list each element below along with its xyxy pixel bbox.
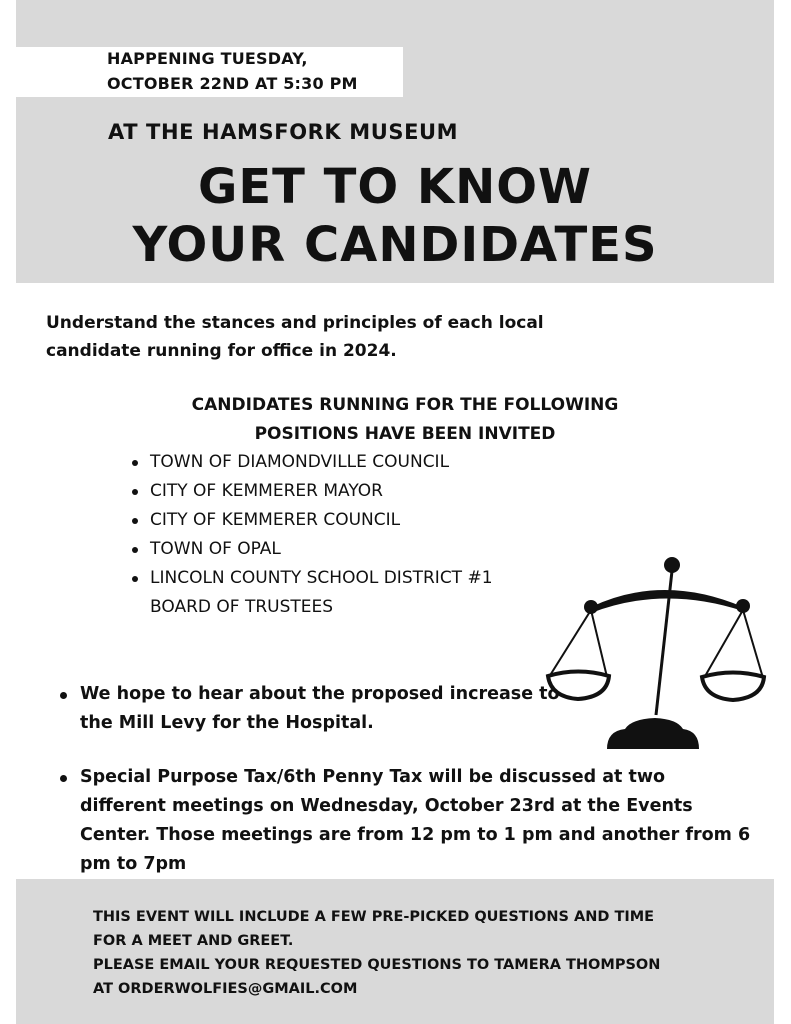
- event-date-line-2: OCTOBER 22ND AT 5:30 PM: [107, 74, 358, 93]
- list-item: [128, 564, 588, 593]
- intro-paragraph: [46, 309, 586, 365]
- notes-list: [56, 680, 756, 879]
- mill-levy-note: We hope to hear about the proposed increase to the Mill Levy for the Hospital.: [80, 684, 560, 733]
- bullet-icon: [60, 775, 67, 782]
- position-label: LINCOLN COUNTY SCHOOL DISTRICT #1: [150, 568, 493, 588]
- bullet-icon: [132, 489, 138, 495]
- bullet-icon: [132, 547, 138, 553]
- page-title-line-1: GET TO KNOW: [197, 159, 592, 215]
- intro-line-1: Understand the stances and principles of each local: [46, 313, 544, 333]
- event-venue: AT THE HAMSFORK MUSEUM: [108, 120, 459, 144]
- bullet-icon: [60, 692, 67, 699]
- list-item: [56, 680, 570, 738]
- positions-heading: [140, 391, 670, 449]
- position-label: TOWN OF DIAMONDVILLE COUNCIL: [150, 452, 450, 472]
- list-item: [128, 477, 588, 506]
- position-label: CITY OF KEMMERER MAYOR: [150, 481, 383, 501]
- footer-line-2: FOR A MEET AND GREET.: [93, 933, 294, 949]
- event-date-line-1: HAPPENING TUESDAY,: [107, 49, 308, 68]
- positions-heading-line-2: POSITIONS HAVE BEEN INVITED: [254, 424, 556, 444]
- footer-line-4: AT ORDERWOLFIES@GMAIL.COM: [93, 981, 358, 997]
- positions-heading-line-1: CANDIDATES RUNNING FOR THE FOLLOWING: [191, 395, 619, 415]
- list-item: [56, 763, 756, 879]
- event-date: [107, 46, 407, 96]
- bullet-icon: [132, 518, 138, 524]
- positions-list: [128, 448, 588, 622]
- list-item: [128, 448, 588, 477]
- list-item: [128, 506, 588, 535]
- page-title: [16, 158, 774, 274]
- footer-line-1: THIS EVENT WILL INCLUDE A FEW PRE-PICKED QUESTIONS AND TIME: [93, 909, 655, 925]
- list-item: [128, 535, 588, 564]
- footer-note: [93, 905, 733, 1001]
- list-item-continuation: [128, 593, 588, 622]
- bullet-icon: [132, 460, 138, 466]
- bullet-icon: [132, 576, 138, 582]
- special-tax-note: Special Purpose Tax/6th Penny Tax will be discussed at two different meetings on Wednesday, October 23rd at the Events Center. Those meetings are from 12 pm to 1 pm and another from 6 pm to 7pm: [80, 767, 751, 874]
- position-label: CITY OF KEMMERER COUNCIL: [150, 510, 401, 530]
- footer-line-3: PLEASE EMAIL YOUR REQUESTED QUESTIONS TO TAMERA THOMPSON: [93, 957, 661, 973]
- page-title-line-2: YOUR CANDIDATES: [132, 217, 658, 273]
- intro-line-2: candidate running for office in 2024.: [46, 341, 397, 361]
- position-label: BOARD OF TRUSTEES: [150, 597, 334, 617]
- position-label: TOWN OF OPAL: [150, 539, 281, 559]
